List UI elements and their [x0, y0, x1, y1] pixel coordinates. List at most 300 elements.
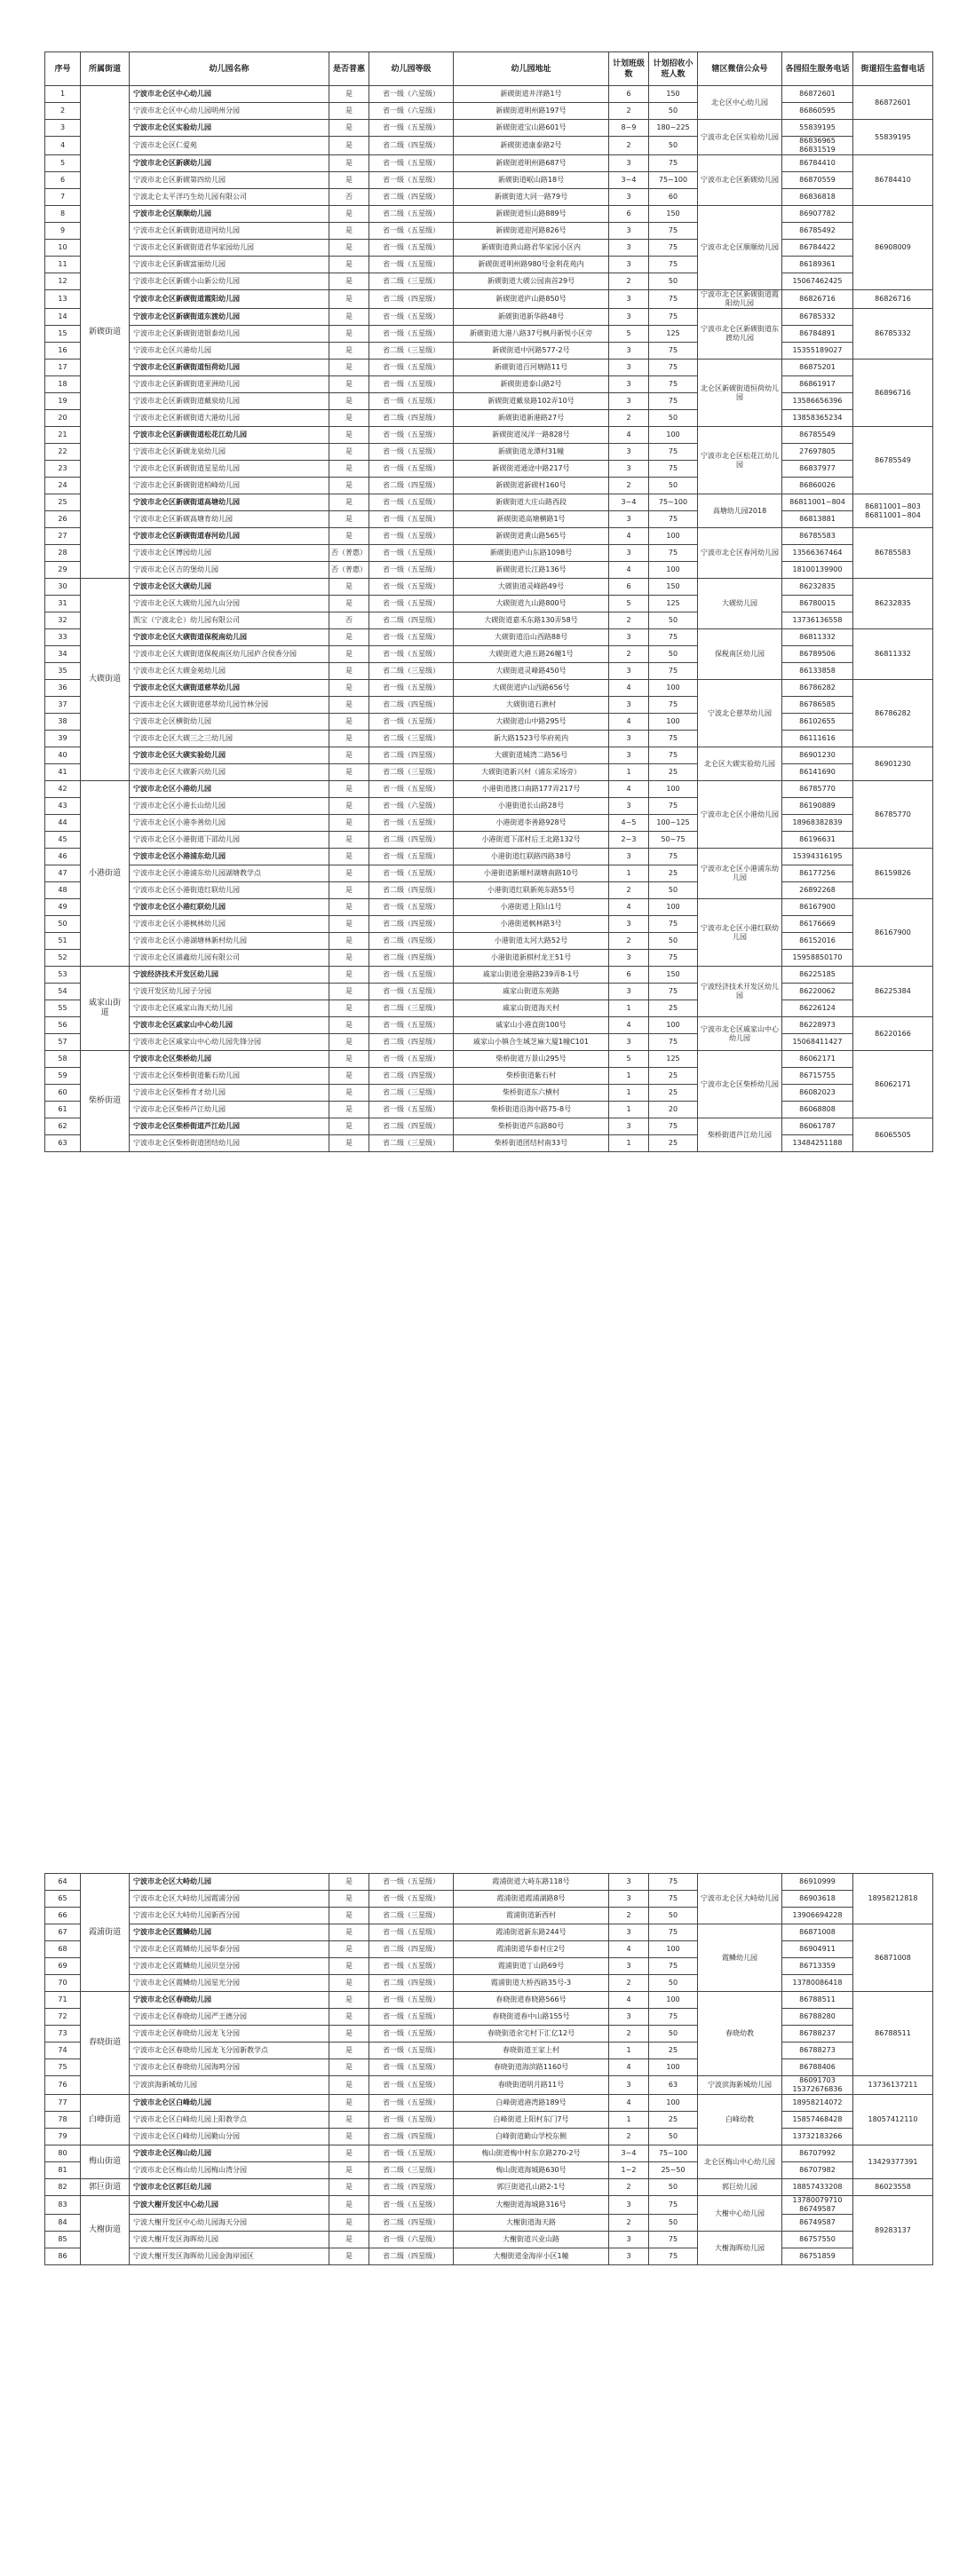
supervision-phone: 86784410	[853, 155, 933, 206]
table-row	[45, 326, 933, 343]
table-row	[45, 137, 933, 155]
kindergarten-level: 省一级（五星级）	[369, 1102, 454, 1118]
kindergarten-address: 大碶街道庐山西路656号	[454, 680, 609, 697]
planned-quota: 75	[649, 511, 698, 528]
row-number: 43	[45, 798, 81, 815]
planned-classes: 2	[609, 2129, 649, 2145]
enrollment-phone: 15857468428	[782, 2112, 853, 2129]
kindergarten-address: 新碶街道岷山路18号	[454, 172, 609, 189]
kindergarten-address: 新碶街道龙潭村31幢	[454, 444, 609, 461]
kindergarten-level: 省二级（三星级）	[369, 273, 454, 290]
kindergarten-level: 省二级（四星级）	[369, 747, 454, 764]
planned-quota: 50	[649, 2129, 698, 2145]
planned-classes: 3~4	[609, 494, 649, 511]
wechat-account: 宁波滨海新城幼儿园	[698, 2076, 782, 2095]
table-row	[45, 2059, 933, 2076]
table-row	[45, 1118, 933, 1135]
puhui-status: 是	[329, 798, 369, 815]
planned-classes: 5	[609, 1051, 649, 1068]
kindergarten-name: 宁波市北仑区戚家山海天幼儿园	[130, 1000, 329, 1017]
kindergarten-name: 宁波市北仑区柴桥芦江幼儿园	[130, 1102, 329, 1118]
puhui-status: 是	[329, 680, 369, 697]
planned-classes: 3	[609, 461, 649, 478]
kindergarten-level: 省二级（四星级）	[369, 410, 454, 427]
table-row	[45, 1068, 933, 1085]
kindergarten-name: 宁波市北仑区仁爱苑	[130, 137, 329, 155]
planned-quota: 100	[649, 781, 698, 798]
table-row	[45, 273, 933, 290]
planned-classes: 1	[609, 2112, 649, 2129]
table-row	[45, 1975, 933, 1992]
table-row	[45, 2129, 933, 2145]
planned-classes: 4	[609, 680, 649, 697]
row-number: 2	[45, 103, 81, 120]
planned-quota: 100	[649, 2059, 698, 2076]
planned-classes: 3	[609, 290, 649, 309]
planned-quota: 25~50	[649, 2162, 698, 2179]
planned-classes: 2	[609, 103, 649, 120]
kindergarten-address: 戚家山街道东苑路	[454, 984, 609, 1000]
planned-classes: 3~4	[609, 172, 649, 189]
planned-classes: 3	[609, 629, 649, 646]
table-row	[45, 832, 933, 849]
kindergarten-level: 省二级（四星级）	[369, 950, 454, 967]
row-number: 1	[45, 86, 81, 103]
enrollment-phone: 86102655	[782, 714, 853, 731]
enrollment-phone: 86133858	[782, 663, 853, 680]
supervision-phone: 86785332	[853, 309, 933, 360]
wechat-account: 宁波市北仑区新碶幼儿园	[698, 155, 782, 206]
kindergarten-address: 新碶街道黄山路565号	[454, 528, 609, 545]
table-row	[45, 950, 933, 967]
planned-classes: 4	[609, 781, 649, 798]
table-row	[45, 1908, 933, 1924]
table-row	[45, 629, 933, 646]
puhui-status: 是	[329, 528, 369, 545]
table-row	[45, 1924, 933, 1941]
kindergarten-address: 戚家山小港直街100号	[454, 1017, 609, 1034]
planned-classes: 2	[609, 137, 649, 155]
table-row	[45, 309, 933, 326]
wechat-account: 北仑区新碶街道恒荷幼儿园	[698, 360, 782, 427]
wechat-account: 北仑区中心幼儿园	[698, 86, 782, 120]
kindergarten-level: 省一级（五星级）	[369, 579, 454, 596]
enrollment-phone: 18857433208	[782, 2179, 853, 2196]
kindergarten-name: 宁波市北仑区小港长山幼儿园	[130, 798, 329, 815]
kindergarten-level: 省一级（五星级）	[369, 309, 454, 326]
row-number: 80	[45, 2145, 81, 2162]
kindergarten-name: 宁波市北仑区新碶第四幼儿园	[130, 172, 329, 189]
puhui-status: 是	[329, 663, 369, 680]
kindergarten-level: 省一级（五星级）	[369, 714, 454, 731]
planned-classes: 3	[609, 1034, 649, 1051]
row-number: 66	[45, 1908, 81, 1924]
table-row	[45, 2009, 933, 2026]
puhui-status: 是	[329, 273, 369, 290]
puhui-status: 是	[329, 1068, 369, 1085]
planned-classes: 1	[609, 2043, 649, 2059]
wechat-account: 宁波市北仑区柴桥幼儿园	[698, 1051, 782, 1118]
enrollment-phone: 15355189027	[782, 343, 853, 360]
kindergarten-level: 省一级（六星级）	[369, 2232, 454, 2248]
kindergarten-level: 省二级（四星级）	[369, 2179, 454, 2196]
puhui-status: 是	[329, 832, 369, 849]
kindergarten-address: 新碶街道明州路687号	[454, 155, 609, 172]
puhui-status: 是	[329, 1975, 369, 1992]
table-row	[45, 343, 933, 360]
kindergarten-level: 省二级（三星级）	[369, 764, 454, 781]
wechat-account: 宁波市北仑区戚家山中心幼儿园	[698, 1017, 782, 1051]
planned-quota: 75	[649, 2248, 698, 2265]
kindergarten-address: 新碶街道大碶公园南首29号	[454, 273, 609, 290]
kindergarten-name: 宁波市北仑区大碶金苑幼儿园	[130, 663, 329, 680]
kindergarten-level: 省二级（四星级）	[369, 882, 454, 899]
puhui-status: 是	[329, 155, 369, 172]
kindergarten-address: 新碶街道通途中路217号	[454, 461, 609, 478]
kindergarten-address: 新碶街道井洋路1号	[454, 86, 609, 103]
planned-quota: 50	[649, 2026, 698, 2043]
puhui-status: 是	[329, 376, 369, 393]
planned-quota: 50	[649, 2179, 698, 2196]
kindergarten-address: 霞浦街道霞浦湖路8号	[454, 1891, 609, 1908]
table-row	[45, 764, 933, 781]
enrollment-phone: 86872601	[782, 86, 853, 103]
kindergarten-name: 宁波市北仑区新碶龙泉幼儿园	[130, 444, 329, 461]
puhui-status: 是	[329, 899, 369, 916]
kindergarten-name: 宁波市北仑区大峙幼儿园	[130, 1874, 329, 1891]
kindergarten-table-part-2	[44, 1873, 933, 2265]
kindergarten-level: 省二级（三星级）	[369, 663, 454, 680]
planned-quota: 75	[649, 290, 698, 309]
kindergarten-address: 戚家山街道海天村	[454, 1000, 609, 1017]
puhui-status: 是	[329, 1118, 369, 1135]
kindergarten-address: 新碶街道康泰路2号	[454, 137, 609, 155]
table-row	[45, 223, 933, 240]
supervision-phone: 89283137	[853, 2196, 933, 2265]
kindergarten-address: 新碶街道新华路48号	[454, 309, 609, 326]
kindergarten-name: 宁波市北仑区新碶街道春河幼儿园	[130, 528, 329, 545]
puhui-status: 是	[329, 1000, 369, 1017]
street-name: 白峰街道	[81, 2095, 130, 2145]
enrollment-phone: 13732183266	[782, 2129, 853, 2145]
planned-classes: 4	[609, 427, 649, 444]
street-name: 大碶街道	[81, 579, 130, 781]
enrollment-phone: 86788406	[782, 2059, 853, 2076]
table-row	[45, 579, 933, 596]
kindergarten-name: 宁波市北仑区横街幼儿园	[130, 714, 329, 731]
table-row	[45, 360, 933, 376]
table-row	[45, 663, 933, 680]
kindergarten-level: 省一级（五星级）	[369, 865, 454, 882]
kindergarten-name: 宁波市北仑区霞鳞幼儿园华泰分园	[130, 1941, 329, 1958]
puhui-header: 是否普惠	[329, 52, 369, 86]
kindergarten-name: 宁波市北仑区兴港幼儿园	[130, 343, 329, 360]
puhui-status: 是	[329, 343, 369, 360]
kindergarten-name: 宁波市北仑区小港红联幼儿园	[130, 899, 329, 916]
planned-classes: 3	[609, 511, 649, 528]
planned-classes: 2	[609, 2179, 649, 2196]
supervision-phone: 86908009	[853, 206, 933, 290]
kindergarten-address: 小港街道长山路28号	[454, 798, 609, 815]
table-row	[45, 1034, 933, 1051]
table-row	[45, 849, 933, 865]
planned-classes: 3	[609, 1118, 649, 1135]
table-row	[45, 1874, 933, 1891]
kindergarten-level: 省一级（五星级）	[369, 815, 454, 832]
planned-classes: 2	[609, 478, 649, 494]
street-name: 霞浦街道	[81, 1874, 130, 1992]
kindergarten-name: 宁波市北仑区新碶高塘育幼儿园	[130, 511, 329, 528]
puhui-status: 是	[329, 511, 369, 528]
planned-quota: 75	[649, 916, 698, 933]
puhui-status: 是	[329, 393, 369, 410]
enrollment-phone: 86757550	[782, 2232, 853, 2248]
enrollment-phone: 18958214072	[782, 2095, 853, 2112]
wechat-account: 霞鳞幼儿园	[698, 1924, 782, 1992]
supervision-phone: 86785549	[853, 427, 933, 494]
wechat-account: 大榭中心幼儿园	[698, 2196, 782, 2232]
kindergarten-level: 省一级（五星级）	[369, 393, 454, 410]
table-row	[45, 2076, 933, 2095]
kindergarten-name: 宁波市北仑区大峙幼儿园霞浦分园	[130, 1891, 329, 1908]
table-row	[45, 545, 933, 562]
table-row	[45, 2026, 933, 2043]
enrollment-phone: 86786282	[782, 680, 853, 697]
wechat-account: 宁波市北仑区新碶街道霞阳幼儿园	[698, 290, 782, 309]
kindergarten-address: 白峰街道上阳村东门7号	[454, 2112, 609, 2129]
puhui-status: 是	[329, 240, 369, 257]
kindergarten-level: 省一级（五星级）	[369, 899, 454, 916]
street-name: 春晓街道	[81, 1992, 130, 2095]
planned-quota: 75	[649, 2009, 698, 2026]
wechat-account: 郭巨幼儿园	[698, 2179, 782, 2196]
kindergarten-address: 白峰街道勤山学校东侧	[454, 2129, 609, 2145]
planned-classes: 3	[609, 1958, 649, 1975]
planned-quota: 50	[649, 137, 698, 155]
kindergarten-name: 宁波市北仑区柴桥街道团结幼儿园	[130, 1135, 329, 1152]
supervision-phone: 86901230	[853, 747, 933, 781]
wechat-header: 辖区微信公众号	[698, 52, 782, 86]
planned-classes: 2	[609, 646, 649, 663]
row-number: 60	[45, 1085, 81, 1102]
row-number: 81	[45, 2162, 81, 2179]
row-number: 79	[45, 2129, 81, 2145]
puhui-status: 是	[329, 223, 369, 240]
kindergarten-name: 宁波市北仑区新碶街道大港幼儿园	[130, 410, 329, 427]
kindergarten-address: 新碶街道明州路980号金利花苑内	[454, 257, 609, 273]
enrollment-phone: 86836965 86831519	[782, 137, 853, 155]
kindergarten-name: 宁波大榭开发区中心幼儿园海天分园	[130, 2215, 329, 2232]
row-number: 85	[45, 2232, 81, 2248]
table-row	[45, 2196, 933, 2215]
planned-quota: 75	[649, 343, 698, 360]
row-number: 6	[45, 172, 81, 189]
table-row	[45, 697, 933, 714]
kindergarten-name: 宁波市北仑区中心幼儿园明州分园	[130, 103, 329, 120]
kindergarten-address: 大碶街道灵峰路450号	[454, 663, 609, 680]
planned-quota: 75	[649, 2232, 698, 2248]
kindergarten-address: 大碶街道大港五路26幢1号	[454, 646, 609, 663]
enrollment-phone: 86189361	[782, 257, 853, 273]
enrollment-phone: 86785332	[782, 309, 853, 326]
street-name: 梅山街道	[81, 2145, 130, 2179]
planned-classes: 1	[609, 1000, 649, 1017]
planned-classes: 3	[609, 2232, 649, 2248]
kindergarten-address: 小港街道渡口南路177弄217号	[454, 781, 609, 798]
planned-quota: 75	[649, 1874, 698, 1891]
kindergarten-name: 宁波开发区幼儿园子分园	[130, 984, 329, 1000]
kindergarten-address: 大榭街道海城路316号	[454, 2196, 609, 2215]
kindergarten-level: 省二级（四星级）	[369, 916, 454, 933]
kindergarten-level: 省一级（五星级）	[369, 1924, 454, 1941]
puhui-status: 是	[329, 1992, 369, 2009]
table-row	[45, 1102, 933, 1118]
row-number: 3	[45, 120, 81, 137]
supervision-phone: 55839195	[853, 120, 933, 155]
kindergarten-address: 小港街道红联新苑东路55号	[454, 882, 609, 899]
supervision-phone: 86023558	[853, 2179, 933, 2196]
street-name: 新碶街道	[81, 86, 130, 579]
planned-classes: 5	[609, 326, 649, 343]
supervision-phone: 86167900	[853, 899, 933, 967]
wechat-account: 宁波市北仑区春河幼儿园	[698, 528, 782, 579]
kindergarten-level: 省一级（五星级）	[369, 967, 454, 984]
puhui-status: 否（普惠）	[329, 545, 369, 562]
planned-classes: 3~4	[609, 2145, 649, 2162]
puhui-status: 是	[329, 309, 369, 326]
enrollment-phone: 86907782	[782, 206, 853, 223]
kindergarten-name: 宁波市北仑区大碶实验幼儿园	[130, 747, 329, 764]
kindergarten-name: 宁波市北仑区白峰幼儿园	[130, 2095, 329, 2112]
puhui-status: 是	[329, 2095, 369, 2112]
row-number: 27	[45, 528, 81, 545]
planned-quota: 50	[649, 646, 698, 663]
kindergarten-level: 省一级（六星级）	[369, 86, 454, 103]
row-number: 53	[45, 967, 81, 984]
wechat-account: 高塘幼儿园2018	[698, 494, 782, 528]
puhui-status: 是	[329, 950, 369, 967]
enrollment-phone: 86707982	[782, 2162, 853, 2179]
planned-classes: 3	[609, 360, 649, 376]
kindergarten-name: 宁波市北仑区小港街道红联幼儿园	[130, 882, 329, 899]
kindergarten-address: 柴桥街道芦东路80号	[454, 1118, 609, 1135]
enrollment-phone: 13586656396	[782, 393, 853, 410]
enrollment-phone: 15958850170	[782, 950, 853, 967]
planned-classes: 2	[609, 882, 649, 899]
row-number: 41	[45, 764, 81, 781]
enrollment-phone: 86061787	[782, 1118, 853, 1135]
planned-classes: 6	[609, 579, 649, 596]
table-row	[45, 290, 933, 309]
row-number: 38	[45, 714, 81, 731]
enrollment-phone: 86784410	[782, 155, 853, 172]
table-row	[45, 2095, 933, 2112]
kindergarten-address: 大碶街道石湫村	[454, 697, 609, 714]
table-row	[45, 494, 933, 511]
kindergarten-address: 小港街道李善路928号	[454, 815, 609, 832]
planned-classes: 6	[609, 206, 649, 223]
kindergarten-name: 宁波市北仑区春晓幼儿园海鸣分园	[130, 2059, 329, 2076]
supervision-phone: 86159826	[853, 849, 933, 899]
row-number: 50	[45, 916, 81, 933]
puhui-status: 是	[329, 1908, 369, 1924]
enrollment-phone: 86788273	[782, 2043, 853, 2059]
puhui-status: 是	[329, 290, 369, 309]
enrollment-phone: 86141690	[782, 764, 853, 781]
supervision-phone: 18057412110	[853, 2095, 933, 2145]
kindergarten-address: 新碶街道戴泉路102弄10号	[454, 393, 609, 410]
puhui-status: 是	[329, 2215, 369, 2232]
puhui-status: 是	[329, 2112, 369, 2129]
row-number: 36	[45, 680, 81, 697]
enrollment-phone: 86152016	[782, 933, 853, 950]
planned-classes: 3	[609, 916, 649, 933]
kindergarten-level: 省一级（五星级）	[369, 444, 454, 461]
row-number: 19	[45, 393, 81, 410]
row-number: 63	[45, 1135, 81, 1152]
puhui-status: 是	[329, 747, 369, 764]
table-row	[45, 882, 933, 899]
enrollment-phone: 86785583	[782, 528, 853, 545]
kindergarten-name: 宁波市北仑区新碶街道迎河幼儿园	[130, 223, 329, 240]
table-row	[45, 103, 933, 120]
enrollment-phone: 15394316195	[782, 849, 853, 865]
supervision-phone: 86786282	[853, 680, 933, 747]
planned-quota: 100	[649, 1941, 698, 1958]
row-number: 86	[45, 2248, 81, 2265]
kindergarten-name: 宁波市北仑区新碶街道亚洲幼儿园	[130, 376, 329, 393]
planned-classes: 3	[609, 2196, 649, 2215]
kindergarten-address: 大榭街道海天路	[454, 2215, 609, 2232]
kindergarten-name: 宁波市北仑区新碶街道恒荷幼儿园	[130, 360, 329, 376]
row-number: 78	[45, 2112, 81, 2129]
enrollment-phone: 26892268	[782, 882, 853, 899]
planned-classes: 2	[609, 410, 649, 427]
kindergarten-name: 凯宝（宁波北仑）幼儿园有限公司	[130, 612, 329, 629]
table-row	[45, 1941, 933, 1958]
kindergarten-name: 宁波市北仑区大碶街道慈萃幼儿园竹林分园	[130, 697, 329, 714]
kindergarten-address: 新碶街道迎河路826号	[454, 223, 609, 240]
row-number: 13	[45, 290, 81, 309]
row-number: 14	[45, 309, 81, 326]
table-row	[45, 2043, 933, 2059]
kindergarten-name: 宁波市北仑区中心幼儿园	[130, 86, 329, 103]
planned-classes: 3	[609, 1874, 649, 1891]
table-row	[45, 1051, 933, 1068]
planned-quota: 50	[649, 273, 698, 290]
planned-quota: 60	[649, 189, 698, 206]
wechat-account: 宁波经济技术开发区幼儿园	[698, 967, 782, 1017]
enrollment-phone: 86904911	[782, 1941, 853, 1958]
puhui-status: 是	[329, 86, 369, 103]
row-number: 76	[45, 2076, 81, 2095]
planned-quota: 25	[649, 764, 698, 781]
supervision-phone: 86826716	[853, 290, 933, 309]
enrollment-phone: 86707992	[782, 2145, 853, 2162]
row-number: 26	[45, 511, 81, 528]
enrollment-phone: 13858365234	[782, 410, 853, 427]
table-row	[45, 461, 933, 478]
kindergarten-address: 新碶街道新港路27号	[454, 410, 609, 427]
enrollment-phone: 86785770	[782, 781, 853, 798]
planned-quota: 100	[649, 562, 698, 579]
table-row	[45, 427, 933, 444]
kindergarten-address: 柴桥街道东六横村	[454, 1085, 609, 1102]
row-number: 47	[45, 865, 81, 882]
enrollment-table-page-1	[44, 51, 932, 1152]
kindergarten-address: 霞浦街道丁山路69号	[454, 1958, 609, 1975]
enrollment-phone: 86225185	[782, 967, 853, 984]
